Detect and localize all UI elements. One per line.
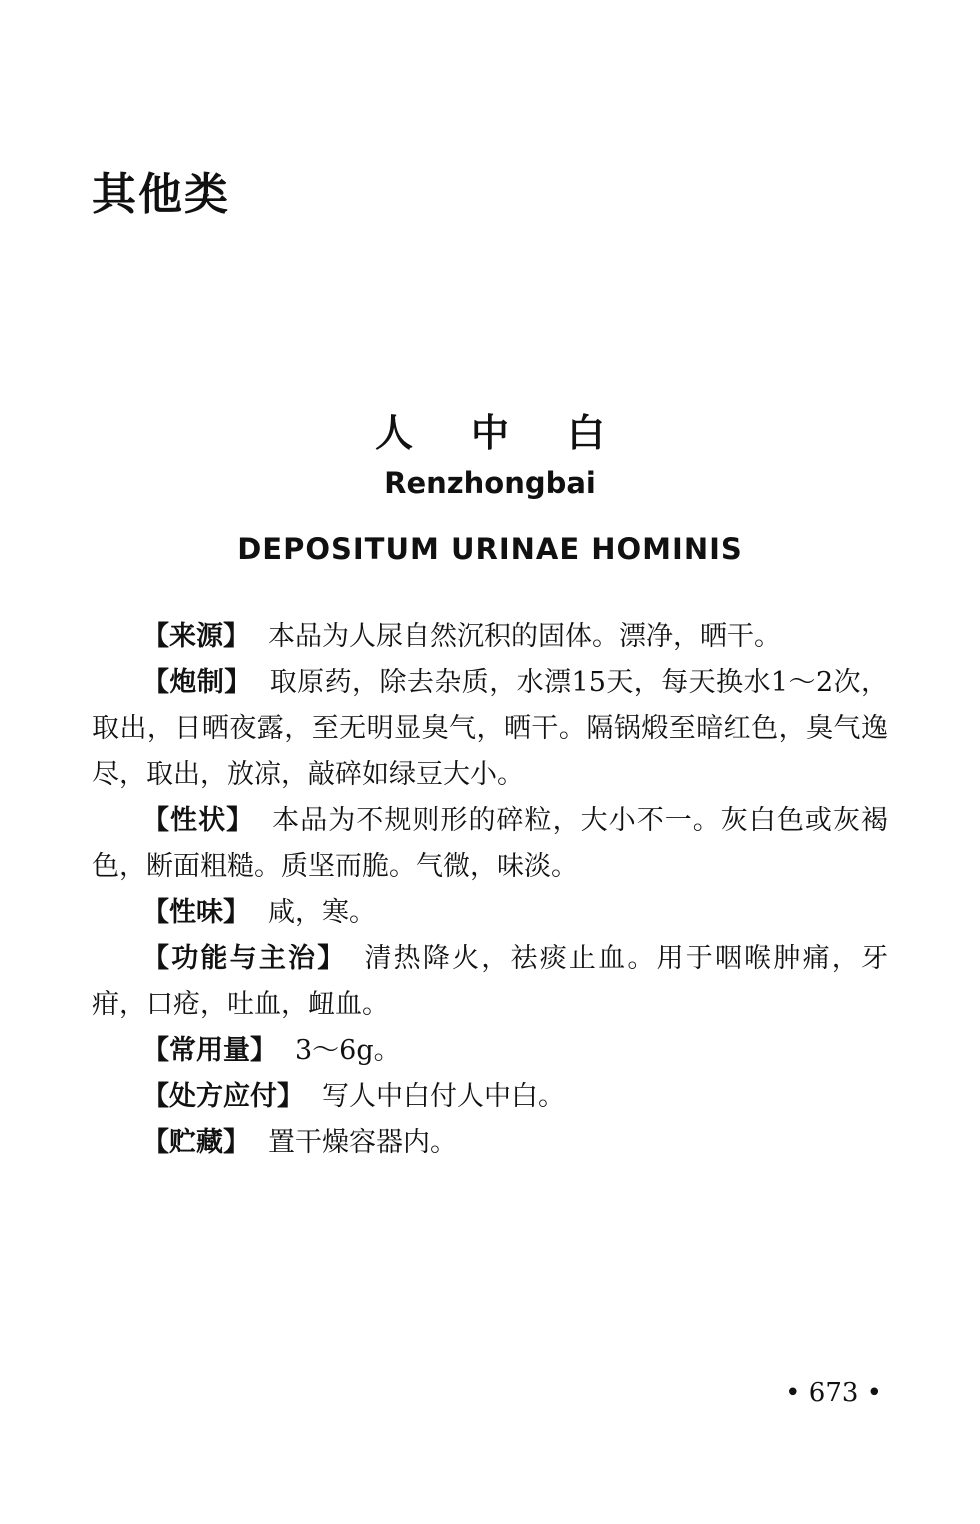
section-text: 3～6g。	[295, 1035, 401, 1066]
page-number: • 673 •	[785, 1378, 882, 1408]
section-text: 清热降火，祛痰止血。用于咽喉肿痛，牙疳，口疮，吐血，衄血。	[92, 943, 889, 1020]
entry-body	[92, 614, 888, 1166]
section-label: 【处方应付】	[142, 1081, 304, 1112]
section-label: 【炮制】	[142, 667, 252, 698]
entry-pinyin: Renzhongbai	[384, 466, 596, 500]
section-processing	[92, 660, 888, 798]
section-functions	[92, 936, 888, 1028]
section-title: 其他类	[92, 169, 230, 220]
section-label: 【贮藏】	[142, 1127, 250, 1158]
section-label: 【功能与主治】	[142, 943, 347, 974]
section-source	[92, 614, 888, 660]
section-text: 置干燥容器内。	[268, 1127, 457, 1158]
entry-title: 人中白	[374, 411, 663, 455]
section-description	[92, 798, 888, 890]
entry-latin-name: DEPOSITUM URINAE HOMINIS	[237, 532, 743, 566]
section-nature-flavor	[92, 890, 888, 936]
section-prescription	[92, 1074, 888, 1120]
section-text: 写人中白付人中白。	[322, 1081, 565, 1112]
section-storage	[92, 1120, 888, 1166]
section-text: 本品为人尿自然沉积的固体。漂净，晒干。	[268, 621, 781, 652]
section-label: 【性状】	[142, 805, 255, 836]
section-label: 【性味】	[142, 897, 250, 928]
section-dosage	[92, 1028, 888, 1074]
section-label: 【来源】	[142, 621, 250, 652]
section-text: 咸，寒。	[268, 897, 376, 928]
section-text: 本品为不规则形的碎粒，大小不一。灰白色或灰褐色，断面粗糙。质坚而脆。气微，味淡。	[92, 805, 889, 882]
section-label: 【常用量】	[142, 1035, 277, 1066]
section-text: 取原药，除去杂质，水漂15天，每天换水1～2次，取出，日晒夜露，至无明显臭气，晒干。隔锅煅至暗红色，臭气逸尽，取出，放凉，敲碎如绿豆大小。	[92, 667, 889, 790]
